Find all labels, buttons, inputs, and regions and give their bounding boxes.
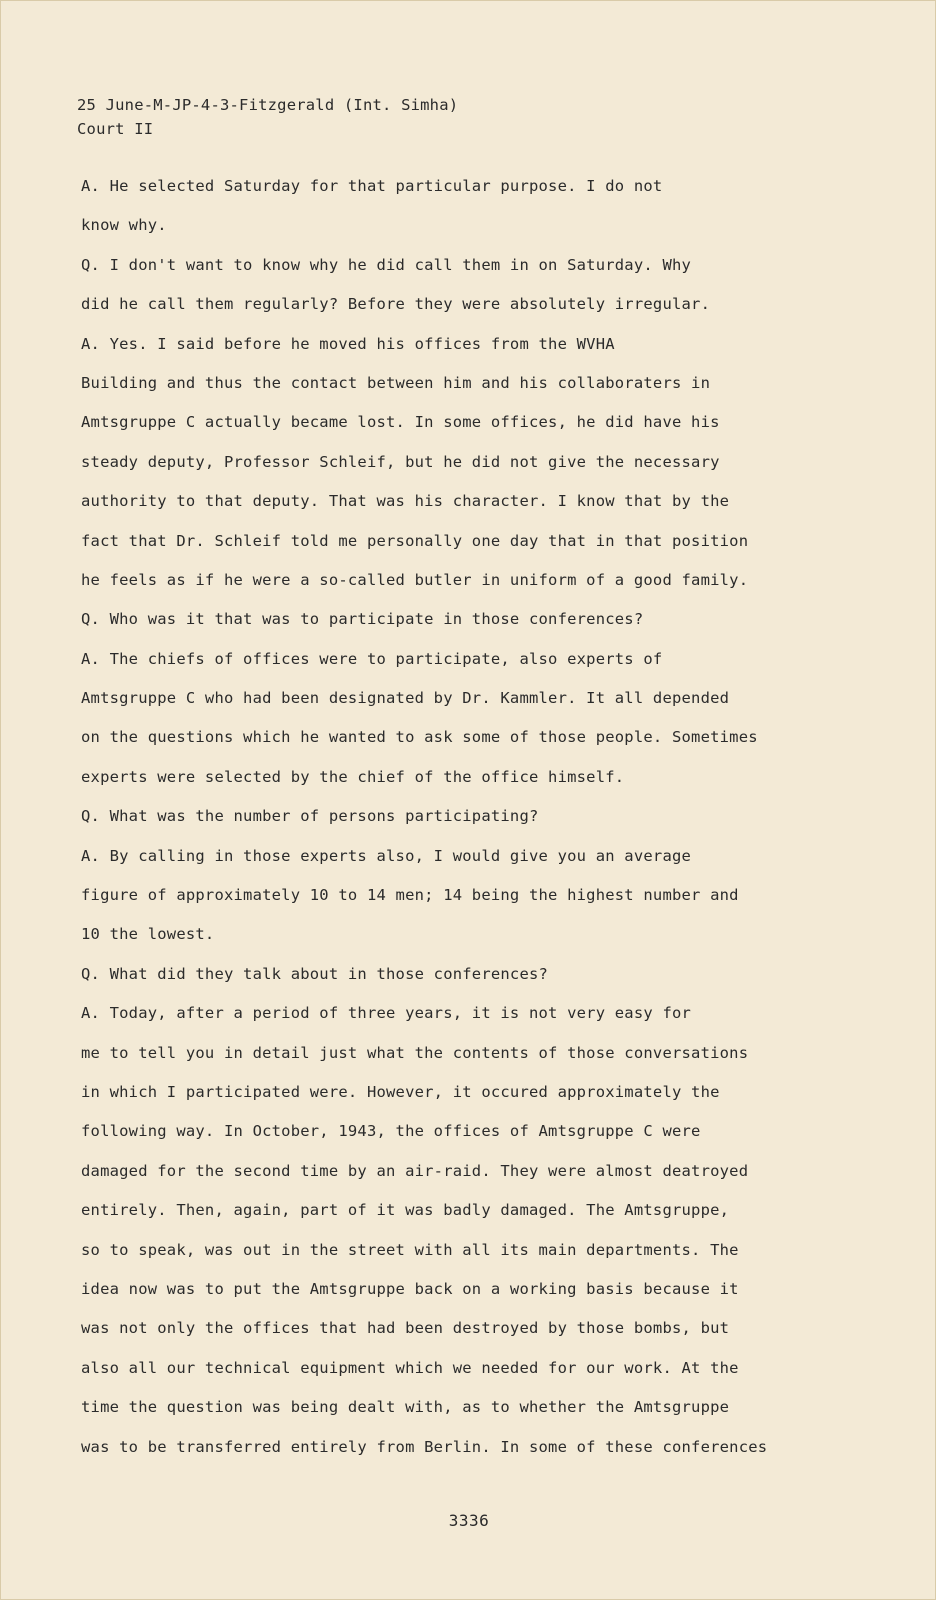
transcript-line: Q. Who was it that was to participate in those conferences? xyxy=(81,610,644,629)
transcript-line: also all our technical equipment which we needed for our work. At the xyxy=(81,1358,739,1377)
transcript-line: Q. What was the number of persons participating? xyxy=(81,807,539,826)
transcript-line: A. By calling in those experts also, I would give you an average xyxy=(81,846,692,865)
transcript-line: A. Today, after a period of three years, it is not very easy for xyxy=(81,1004,692,1023)
page-number: 3336 xyxy=(448,1511,490,1530)
transcript-line: figure of approximately 10 to 14 men; 14 being the highest number and xyxy=(81,886,739,905)
transcript-line: Building and thus the contact between him and his collaboraters in xyxy=(81,373,711,392)
transcript-line: experts were selected by the chief of the office himself. xyxy=(81,767,625,786)
transcript-line: entirely. Then, again, part of it was badly damaged. The Amtsgruppe, xyxy=(81,1201,730,1220)
transcript-line: was to be transferred entirely from Berlin. In some of these conferences xyxy=(81,1437,768,1456)
transcript-line: time the question was being dealt with, as to whether the Amtsgruppe xyxy=(81,1398,730,1417)
transcript-line: fact that Dr. Schleif told me personally one day that in that position xyxy=(81,531,749,550)
transcript-line: was not only the offices that had been destroyed by those bombs, but xyxy=(81,1319,730,1338)
transcript-line: idea now was to put the Amtsgruppe back on a working basis because it xyxy=(81,1279,739,1298)
transcript-line: Amtsgruppe C actually became lost. In some offices, he did have his xyxy=(81,413,720,432)
transcript-line: he feels as if he were a so-called butler in uniform of a good family. xyxy=(81,570,749,589)
header-court-line: Court II xyxy=(77,120,154,138)
transcript-line: on the questions which he wanted to ask some of those people. Sometimes xyxy=(81,728,758,747)
transcript-line: Q. I don't want to know why he did call them in on Saturday. Why xyxy=(81,255,692,274)
transcript-line: Amtsgruppe C who had been designated by Dr. Kammler. It all depended xyxy=(81,689,730,708)
transcript-line: so to speak, was out in the street with all its main departments. The xyxy=(81,1240,739,1259)
transcript-line: Q. What did they talk about in those conferences? xyxy=(81,964,549,983)
transcript-line: know why. xyxy=(81,216,167,235)
transcript-header xyxy=(77,93,458,141)
transcript-line: following way. In October, 1943, the offices of Amtsgruppe C were xyxy=(81,1122,701,1141)
transcript-line: authority to that deputy. That was his character. I know that by the xyxy=(81,492,730,511)
transcript-body xyxy=(81,167,861,1467)
transcript-line: me to tell you in detail just what the contents of those conversations xyxy=(81,1043,749,1062)
transcript-line: steady deputy, Professor Schleif, but he did not give the necessary xyxy=(81,452,720,471)
header-session-line: 25 June-M-JP-4-3-Fitzgerald (Int. Simha) xyxy=(77,96,459,114)
transcript-line: A. The chiefs of offices were to participate, also experts of xyxy=(81,649,663,668)
transcript-line: 10 the lowest. xyxy=(81,925,215,944)
transcript-line: damaged for the second time by an air-raid. They were almost deatroyed xyxy=(81,1161,749,1180)
transcript-line: did he call them regularly? Before they were absolutely irregular. xyxy=(81,295,711,314)
transcript-line: A. He selected Saturday for that particular purpose. I do not xyxy=(81,177,663,195)
transcript-line: A. Yes. I said before he moved his offices from the WVHA xyxy=(81,334,615,353)
transcript-line: in which I participated were. However, it occured approximately the xyxy=(81,1082,720,1101)
